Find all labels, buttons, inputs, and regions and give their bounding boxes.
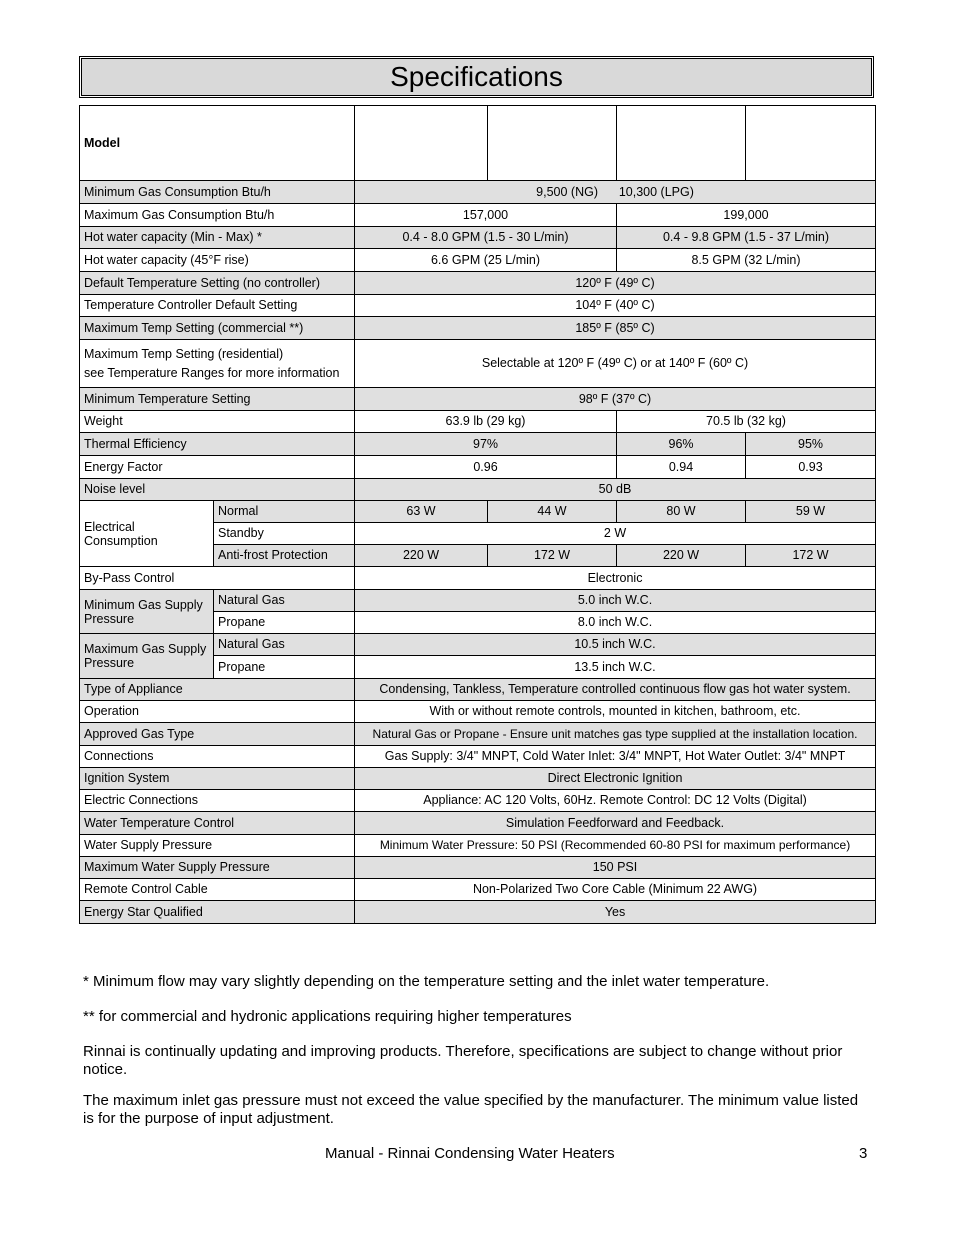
row-label: By-Pass Control	[80, 567, 355, 590]
row-label-line: see Temperature Ranges for more information	[84, 365, 340, 380]
row-label: Hot water capacity (45°F rise)	[80, 249, 355, 272]
row-label-line: Electrical	[84, 519, 135, 534]
table-row	[80, 590, 876, 612]
row-value: Selectable at 120º F (49º C) or at 140º F (60º C)	[355, 340, 876, 388]
row-value: 13.5 inch W.C.	[355, 656, 876, 679]
row-value: 98º F (37º C)	[355, 388, 876, 411]
row-label: Water Temperature Control	[80, 812, 355, 835]
table-row	[80, 701, 876, 723]
row-label: Connections	[80, 746, 355, 768]
table-row	[80, 857, 876, 879]
row-value: 9,500 (NG) 10,300 (LPG)	[355, 181, 876, 204]
table-row	[80, 567, 876, 590]
row-value: 44 W	[488, 501, 617, 523]
row-value: 59 W	[746, 501, 876, 523]
row-value: Simulation Feedforward and Feedback.	[355, 812, 876, 835]
row-label: Electric Connections	[80, 790, 355, 812]
row-label: Noise level	[80, 479, 355, 501]
row-label: Minimum Gas Consumption Btu/h	[80, 181, 355, 204]
row-value: With or without remote controls, mounted in kitchen, bathroom, etc.	[355, 701, 876, 723]
model-cell-3	[617, 106, 746, 181]
row-value: Yes	[355, 901, 876, 924]
table-row	[80, 501, 876, 523]
row-label: Maximum Gas Consumption Btu/h	[80, 204, 355, 227]
row-label: Ignition System	[80, 768, 355, 790]
row-label: Remote Control Cable	[80, 879, 355, 901]
table-row	[80, 746, 876, 768]
table-row	[80, 317, 876, 340]
row-value: 150 PSI	[355, 857, 876, 879]
row-value: Minimum Water Pressure: 50 PSI (Recommended 60-80 PSI for maximum performance)	[355, 835, 876, 857]
table-row	[80, 272, 876, 295]
model-label: Model	[80, 106, 355, 181]
table-row	[80, 411, 876, 433]
row-value: Direct Electronic Ignition	[355, 768, 876, 790]
table-row	[80, 181, 876, 204]
row-label: Water Supply Pressure	[80, 835, 355, 857]
row-label: Operation	[80, 701, 355, 723]
table-row	[80, 340, 876, 388]
row-value: 6.6 GPM (25 L/min)	[355, 249, 617, 272]
table-row	[80, 768, 876, 790]
row-value: 199,000	[617, 204, 876, 227]
row-label: Default Temperature Setting (no controller)	[80, 272, 355, 295]
row-label	[80, 501, 214, 567]
row-value: 172 W	[488, 545, 617, 567]
row-value: 8.0 inch W.C.	[355, 612, 876, 634]
table-row	[80, 479, 876, 501]
row-value: 157,000	[355, 204, 617, 227]
row-value: Condensing, Tankless, Temperature controlled continuous flow gas hot water system.	[355, 679, 876, 701]
table-row	[80, 249, 876, 272]
row-value: 8.5 GPM (32 L/min)	[617, 249, 876, 272]
row-value: 95%	[746, 433, 876, 456]
table-row	[80, 679, 876, 701]
row-label	[80, 340, 355, 388]
row-value: 0.96	[355, 456, 617, 479]
sub-label: Propane	[214, 656, 355, 679]
table-row	[80, 456, 876, 479]
sub-label: Normal	[214, 501, 355, 523]
row-label: Approved Gas Type	[80, 723, 355, 746]
model-cell-1	[355, 106, 488, 181]
table-row	[80, 433, 876, 456]
row-value: 50 dB	[355, 479, 876, 501]
note-updates: Rinnai is continually updating and improving products. Therefore, specifications are subject to change without prior notice.	[83, 1043, 843, 1078]
row-value: 185º F (85º C)	[355, 317, 876, 340]
row-value: Gas Supply: 3/4" MNPT, Cold Water Inlet: 3/4" MNPT, Hot Water Outlet: 3/4" MNPT	[355, 746, 876, 768]
sub-label: Propane	[214, 612, 355, 634]
row-value: 120º F (49º C)	[355, 272, 876, 295]
table-row	[80, 295, 876, 317]
row-value: 5.0 inch W.C.	[355, 590, 876, 612]
row-value: 220 W	[355, 545, 488, 567]
table-row	[80, 388, 876, 411]
row-label	[80, 634, 214, 679]
row-label: Hot water capacity (Min - Max) *	[80, 227, 355, 249]
sub-label: Natural Gas	[214, 634, 355, 656]
sub-label: Natural Gas	[214, 590, 355, 612]
row-label-line: Pressure	[84, 611, 135, 626]
footnote-commercial: ** for commercial and hydronic applications requiring higher temperatures	[83, 1008, 572, 1025]
row-value: 10.5 inch W.C.	[355, 634, 876, 656]
row-value: 2 W	[355, 523, 876, 545]
row-label-line: Maximum Temp Setting (residential)	[84, 346, 284, 361]
sub-label: Anti-frost Protection	[214, 545, 355, 567]
footer-manual-title: Manual - Rinnai Condensing Water Heaters	[325, 1145, 615, 1162]
row-value: 80 W	[617, 501, 746, 523]
row-value: 172 W	[746, 545, 876, 567]
row-label: Type of Appliance	[80, 679, 355, 701]
footnote-min-flow: * Minimum flow may vary slightly depending on the temperature setting and the inlet water temperature.	[83, 973, 770, 990]
model-cell-2	[488, 106, 617, 181]
row-label-line: Maximum Gas Supply	[84, 642, 207, 656]
table-row	[80, 227, 876, 249]
table-row	[80, 835, 876, 857]
page-number: 3	[859, 1145, 868, 1162]
note-gas-pressure: The maximum inlet gas pressure must not exceed the value specified by the manufacturer. The minimum value listed is for the purpose of input adjustment.	[83, 1092, 859, 1127]
table-row	[80, 723, 876, 746]
row-label-line: Pressure	[84, 656, 135, 670]
row-label: Maximum Water Supply Pressure	[80, 857, 355, 879]
row-value: 96%	[617, 433, 746, 456]
row-value: 63 W	[355, 501, 488, 523]
row-value: Appliance: AC 120 Volts, 60Hz. Remote Control: DC 12 Volts (Digital)	[355, 790, 876, 812]
row-label: Maximum Temp Setting (commercial **)	[80, 317, 355, 340]
row-label: Energy Factor	[80, 456, 355, 479]
model-row	[80, 106, 876, 181]
row-label: Minimum Temperature Setting	[80, 388, 355, 411]
row-value: Electronic	[355, 567, 876, 590]
row-value: 0.4 - 8.0 GPM (1.5 - 30 L/min)	[355, 227, 617, 249]
page-title-box	[79, 56, 874, 98]
row-value: Non-Polarized Two Core Cable (Minimum 22 AWG)	[355, 879, 876, 901]
row-value: 0.94	[617, 456, 746, 479]
table-row	[80, 634, 876, 656]
table-row	[80, 879, 876, 901]
row-value: 63.9 lb (29 kg)	[355, 411, 617, 433]
row-label: Weight	[80, 411, 355, 433]
row-value: 0.93	[746, 456, 876, 479]
table-row	[80, 812, 876, 835]
model-cell-4	[746, 106, 876, 181]
row-label	[80, 590, 214, 634]
row-value: 0.4 - 9.8 GPM (1.5 - 37 L/min)	[617, 227, 876, 249]
table-row	[80, 204, 876, 227]
row-label-line: Consumption	[84, 533, 158, 548]
table-row	[80, 790, 876, 812]
row-value: 220 W	[617, 545, 746, 567]
row-label: Energy Star Qualified	[80, 901, 355, 924]
row-label: Thermal Efficiency	[80, 433, 355, 456]
table-row	[80, 901, 876, 924]
row-value: Natural Gas or Propane - Ensure unit matches gas type supplied at the installation location.	[355, 723, 876, 746]
row-value: 97%	[355, 433, 617, 456]
row-value: 70.5 lb (32 kg)	[617, 411, 876, 433]
row-value: 104º F (40º C)	[355, 295, 876, 317]
row-label: Temperature Controller Default Setting	[80, 295, 355, 317]
row-label-line: Minimum Gas Supply	[84, 597, 203, 612]
page-title: Specifications	[390, 61, 563, 92]
sub-label: Standby	[214, 523, 355, 545]
specifications-table	[79, 105, 876, 924]
